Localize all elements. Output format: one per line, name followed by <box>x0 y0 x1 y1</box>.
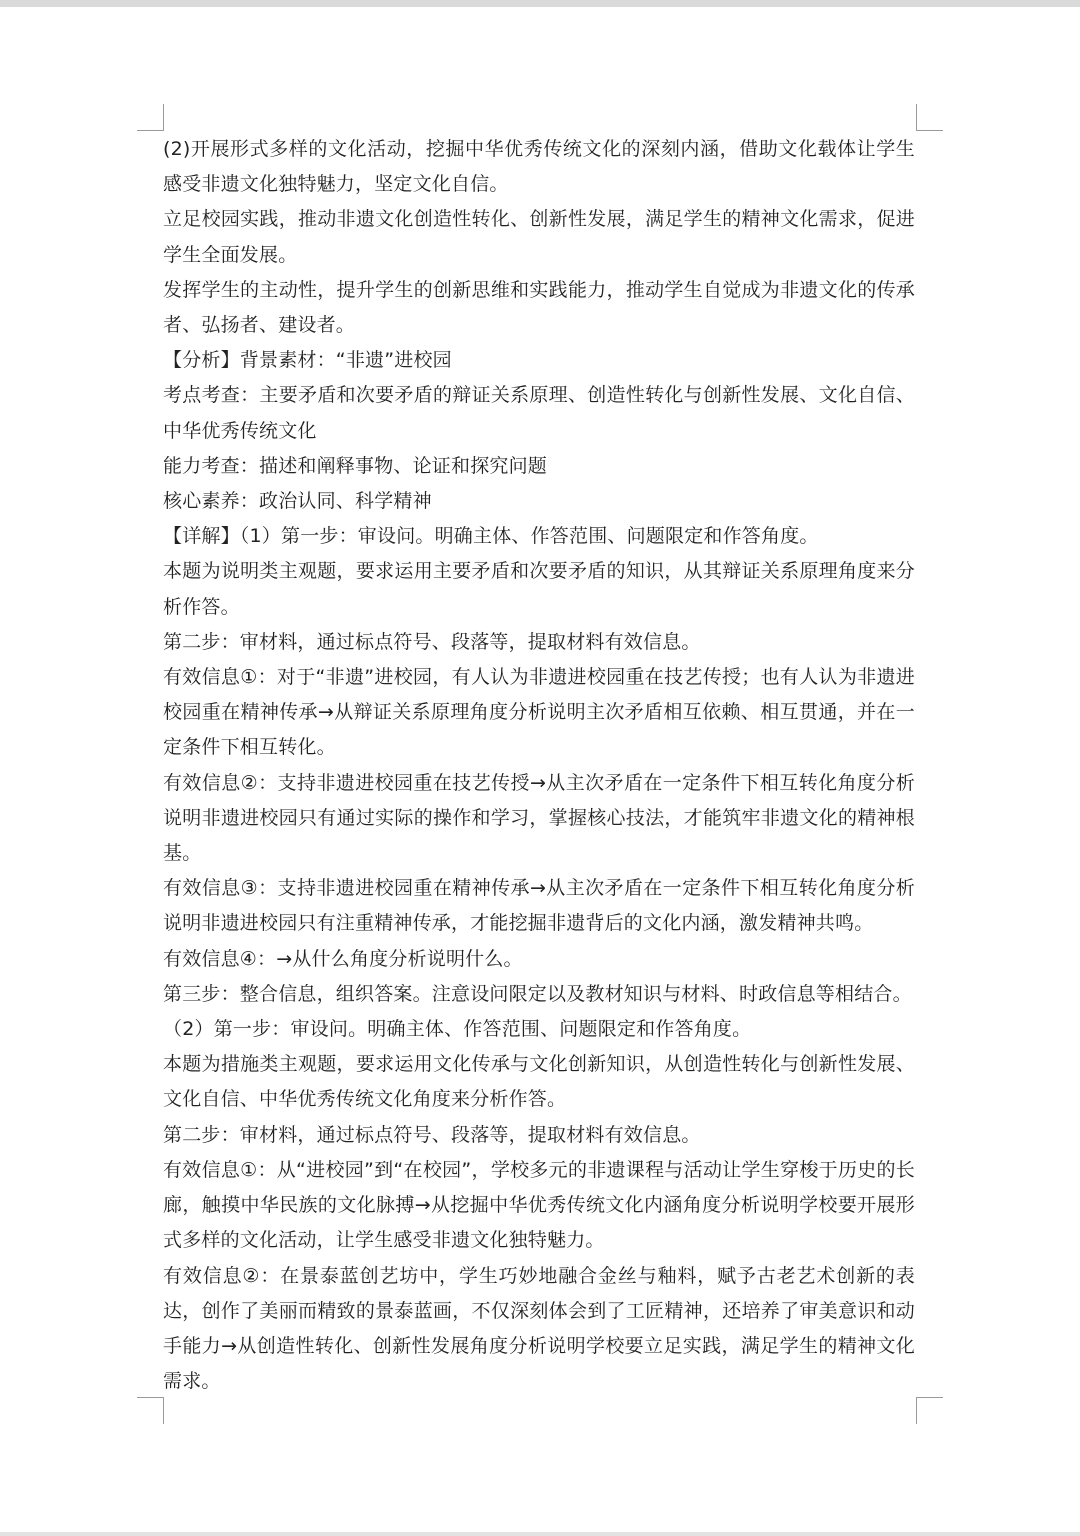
paragraph-q2-type: 本题为措施类主观题，要求运用文化传承与文化创新知识，从创造性转化与创新性发展、文化自信、中华优秀传统文化角度来分析作答。 <box>163 1053 915 1111</box>
paragraph-q2-step2: 第二步：审材料，通过标点符号、段落等，提取材料有效信息。 <box>163 1123 701 1146</box>
paragraph-analysis-background: 【分析】背景素材：“非遗”进校园 <box>163 349 452 372</box>
paragraph-detail-step1: 【详解】（1）第一步：审设问。明确主体、作答范围、问题限定和作答角度。 <box>163 525 819 548</box>
paragraph-measures-activities: (2)开展形式多样的文化活动，挖掘中华优秀传统文化的深刻内涵，借助文化载体让学生感受非遗文化独特魅力，坚定文化自信。 <box>163 138 915 196</box>
document-body <box>163 132 915 1399</box>
paragraph-ability: 能力考查：描述和阐释事物、论证和探究问题 <box>163 454 548 477</box>
bottom-edge-bar <box>0 1532 1080 1536</box>
paragraph-q1-info2: 有效信息②：支持非遗进校园重在技艺传授→从主次矛盾在一定条件下相互转化角度分析说明非遗进校园只有通过实际的操作和学习，掌握核心技法，才能筑牢非遗文化的精神根基。 <box>163 771 915 865</box>
crop-mark-bottom-right <box>916 1397 943 1424</box>
paragraph-q1-info1: 有效信息①：对于“非遗”进校园，有人认为非遗进校园重在技艺传授；也有人认为非遗进校园重在精神传承→从辩证关系原理角度分析说明主次矛盾相互依赖、相互贯通，并在一定条件下相互转化。 <box>163 666 915 759</box>
paragraph-core-literacy: 核心素养：政治认同、科学精神 <box>163 490 432 513</box>
paragraph-exam-points: 考点考查：主要矛盾和次要矛盾的辩证关系原理、创造性转化与创新性发展、文化自信、中华优秀传统文化 <box>163 384 915 442</box>
paragraph-q1-step2: 第二步：审材料，通过标点符号、段落等，提取材料有效信息。 <box>163 630 701 653</box>
paragraph-q1-step3: 第三步：整合信息，组织答案。注意设问限定以及教材知识与材料、时政信息等相结合。 <box>163 982 912 1005</box>
paragraph-measures-practice: 立足校园实践，推动非遗文化创造性转化、创新性发展，满足学生的精神文化需求，促进学生全面发展。 <box>163 208 915 266</box>
paragraph-q1-type: 本题为说明类主观题，要求运用主要矛盾和次要矛盾的知识，从其辩证关系原理角度来分析作答。 <box>163 560 915 618</box>
crop-mark-top-right <box>916 104 943 131</box>
top-edge-bar <box>0 0 1080 7</box>
paragraph-q1-info4: 有效信息④：→从什么角度分析说明什么。 <box>163 947 523 970</box>
paragraph-q2-info2: 有效信息②：在景泰蓝创艺坊中，学生巧妙地融合金丝与釉料，赋予古老艺术创新的表达，创作了美丽而精致的景泰蓝画，不仅深刻体会到了工匠精神，还培养了审美意识和动手能力→从创造性转化、创新性发展角度分析说明学校要立足实践，满足学生的精神文化需求。 <box>163 1264 915 1393</box>
paragraph-q2-info1: 有效信息①：从“进校园”到“在校园”，学校多元的非遗课程与活动让学生穿梭于历史的长廊，触摸中华民族的文化脉搏→从挖掘中华优秀传统文化内涵角度分析说明学校要开展形式多样的文化活动，让学生感受非遗文化独特魅力。 <box>163 1158 915 1252</box>
crop-mark-bottom-left <box>137 1397 164 1424</box>
paragraph-measures-initiative: 发挥学生的主动性，提升学生的创新思维和实践能力，推动学生自觉成为非遗文化的传承者、弘扬者、建设者。 <box>163 278 915 337</box>
crop-mark-top-left <box>137 104 164 131</box>
paragraph-q2-step1: （2）第一步：审设问。明确主体、作答范围、问题限定和作答角度。 <box>163 1018 752 1041</box>
paragraph-q1-info3: 有效信息③：支持非遗进校园重在精神传承→从主次矛盾在一定条件下相互转化角度分析说明非遗进校园只有注重精神传承，才能挖掘非遗背后的文化内涵，激发精神共鸣。 <box>163 877 915 935</box>
